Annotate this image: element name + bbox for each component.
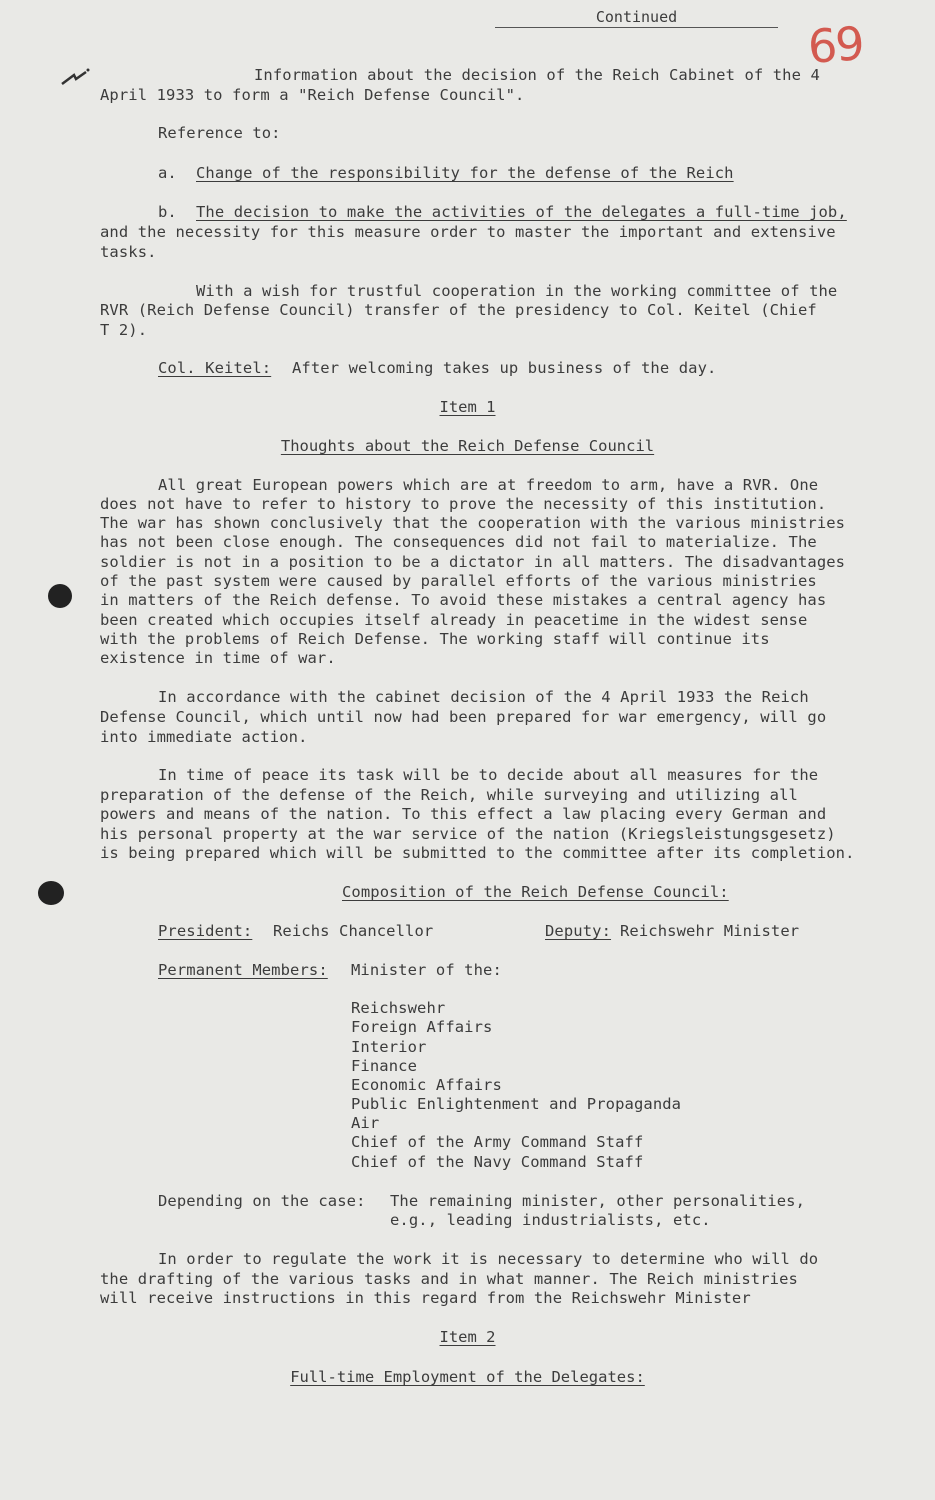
ref-a-text: Change of the responsibility for the defense of the Reich (196, 164, 734, 182)
president-label: President: (158, 922, 253, 940)
item-2-title: Full-time Employment of the Delegates: (290, 1368, 645, 1386)
ref-b-line-2: and the necessity for this measure order to master the important and extensive (100, 223, 836, 241)
deputy-label: Deputy: (545, 922, 612, 940)
para-1-line: in matters of the Reich defense. To avoid these mistakes a central agency has (100, 591, 827, 609)
minister-item: Economic Affairs (351, 1076, 502, 1094)
minister-item: Chief of the Army Command Staff (351, 1133, 644, 1151)
keitel-text: After welcoming takes up business of the day. (292, 359, 717, 377)
para-1-line: existence in time of war. (100, 649, 336, 667)
reference-label: Reference to: (158, 124, 281, 142)
header-rule (495, 27, 778, 28)
para-1-line: soldier is not in a position to be a dictator in all matters. The disadvantages (100, 553, 846, 571)
intro-line-2: April 1933 to form a "Reich Defense Council". (100, 86, 525, 104)
para-3-line: his personal property at the war service of the nation (Kriegsleistungsgesetz) (100, 825, 836, 843)
punch-hole-top (48, 584, 72, 608)
para-2-line: into immediate action. (100, 728, 308, 746)
para-1-line: has not been close enough. The consequences did not fail to materialize. The (100, 533, 817, 551)
para-1-line: does not have to refer to history to prove the necessity of this institution. (100, 495, 827, 513)
permanent-label: Permanent Members: (158, 961, 328, 979)
ref-a-marker: a. (158, 164, 177, 182)
president-value: Reichs Chancellor (273, 922, 434, 940)
deputy-value: Reichswehr Minister (620, 922, 800, 940)
para-1-line: been created which occupies itself already in peacetime in the widest sense (100, 611, 808, 629)
para-4-line: the drafting of the various tasks and in what manner. The Reich ministries (100, 1270, 798, 1288)
permanent-value: Minister of the: (351, 961, 502, 979)
wish-line-1: With a wish for trustful cooperation in the working committee of the (196, 282, 838, 300)
composition-title: Composition of the Reich Defense Council: (342, 883, 729, 901)
depending-label: Depending on the case: (158, 1192, 366, 1210)
wish-line-2: RVR (Reich Defense Council) transfer of the presidency to Col. Keitel (Chief (100, 301, 817, 319)
item-2-label: Item 2 (439, 1328, 496, 1346)
para-3-line: powers and means of the nation. To this effect a law placing every German and (100, 805, 827, 823)
para-1-line: with the problems of Reich Defense. The working staff will continue its (100, 630, 770, 648)
para-4-line: will receive instructions in this regard from the Reichswehr Minister (100, 1289, 751, 1307)
minister-item: Interior (351, 1038, 427, 1056)
minister-item: Chief of the Navy Command Staff (351, 1153, 644, 1171)
ref-b-line-3: tasks. (100, 243, 157, 261)
para-2-line: In accordance with the cabinet decision of the 4 April 1933 the Reich (158, 688, 809, 706)
punch-hole-bottom (38, 881, 64, 905)
wish-line-3: T 2). (100, 321, 148, 339)
para-2-line: Defense Council, which until now had been prepared for war emergency, will go (100, 708, 827, 726)
para-4-line: In order to regulate the work it is necessary to determine who will do (158, 1250, 819, 1268)
folio-number: 69 (806, 16, 865, 74)
keitel-name: Col. Keitel: (158, 359, 272, 377)
minister-item: Public Enlightenment and Propaganda (351, 1095, 682, 1113)
para-3-line: In time of peace its task will be to decide about all measures for the (158, 766, 819, 784)
para-3-line: is being prepared which will be submitted to the committee after its completion. (100, 844, 855, 862)
minister-item: Reichswehr (351, 999, 446, 1017)
minister-item: Finance (351, 1057, 418, 1075)
para-1-line: All great European powers which are at freedom to arm, have a RVR. One (158, 476, 819, 494)
arrow-mark-icon (60, 66, 90, 90)
para-1-line: of the past system were caused by parallel efforts of the various ministries (100, 572, 817, 590)
depending-line-2: e.g., leading industrialists, etc. (390, 1211, 711, 1229)
minister-item: Foreign Affairs (351, 1018, 493, 1036)
para-3-line: preparation of the defense of the Reich, while surveying and utilizing all (100, 786, 798, 804)
para-1-line: The war has shown conclusively that the cooperation with the various ministries (100, 514, 846, 532)
item-1-label: Item 1 (439, 398, 496, 416)
item-1-title: Thoughts about the Reich Defense Council (280, 437, 655, 455)
ref-b-line-1: The decision to make the activities of the delegates a full-time job, (196, 203, 847, 221)
minister-item: Air (351, 1114, 380, 1132)
depending-line-1: The remaining minister, other personalities, (390, 1192, 805, 1210)
continued-label: Continued (595, 8, 678, 26)
ref-b-marker: b. (158, 203, 177, 221)
intro-line-1: Information about the decision of the Reich Cabinet of the 4 (254, 66, 820, 84)
